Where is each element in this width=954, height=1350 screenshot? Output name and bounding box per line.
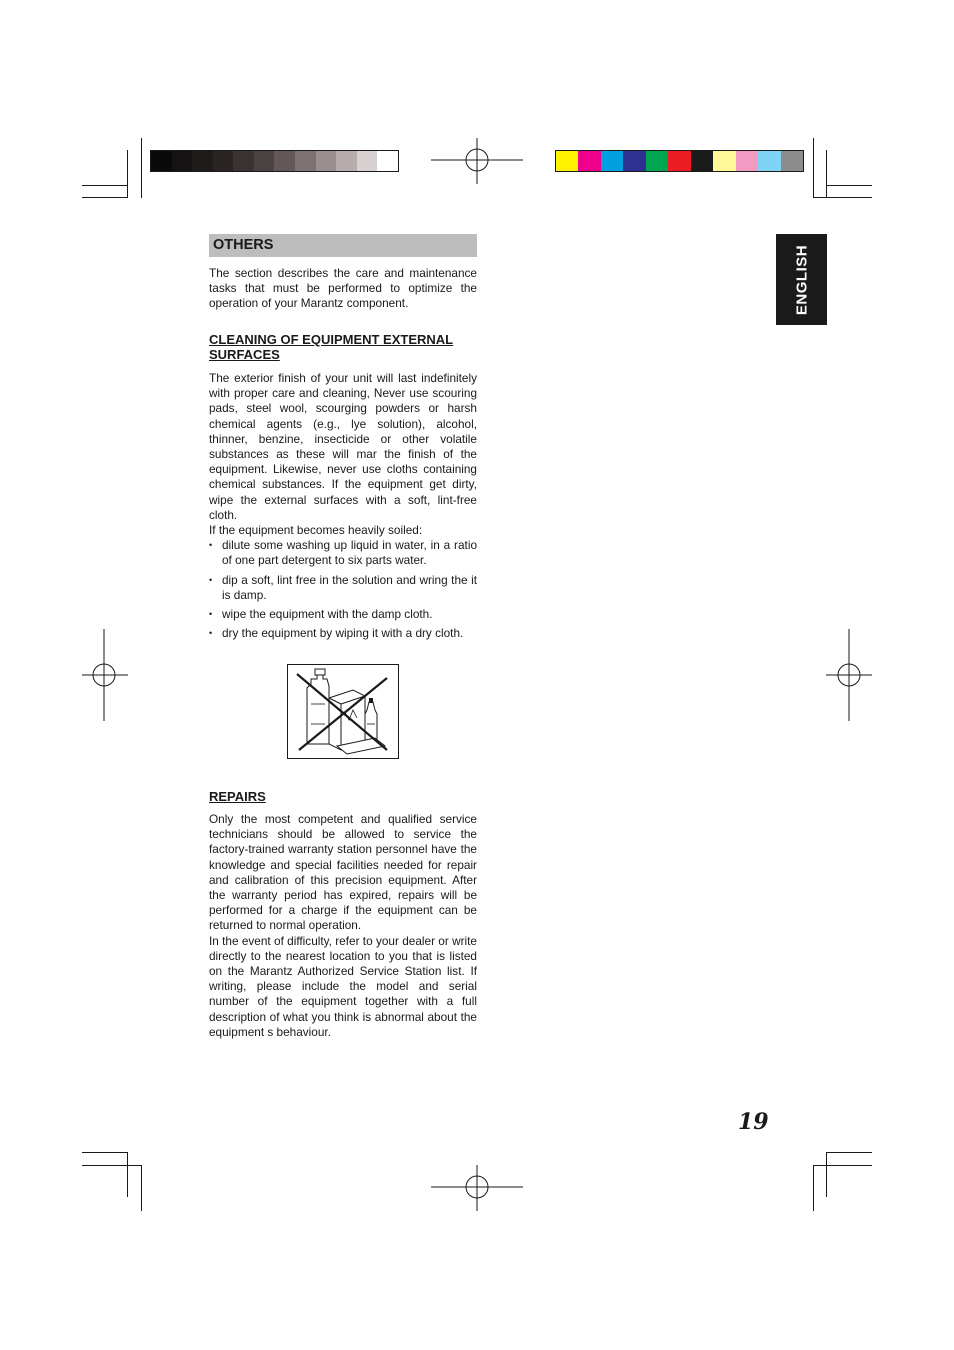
color-swatch <box>601 151 623 171</box>
repairs-body-block <box>209 812 477 1040</box>
color-swatch <box>646 151 668 171</box>
repairs-paragraph-2: In the event of difficulty, refer to your dealer or write directly to the nearest location to you that is listed on the Marantz Authorized Service Station list. If writing, please include the model and serial number of the equipment together with a full description of what you think is abnormal about the equipment s behaviour. <box>209 933 477 1039</box>
color-swatch <box>254 151 275 171</box>
language-tab-label: ENGLISH <box>793 244 810 315</box>
cleaning-soiled-intro: If the equipment becomes heavily soiled: <box>209 523 423 538</box>
registration-target-bottom-icon <box>431 1165 523 1211</box>
color-swatch <box>578 151 600 171</box>
color-swatch <box>758 151 780 171</box>
color-swatch <box>233 151 254 171</box>
color-swatch <box>192 151 213 171</box>
color-swatch <box>623 151 645 171</box>
list-item: • wipe the equipment with the damp cloth. <box>209 607 477 622</box>
color-swatch <box>357 151 378 171</box>
color-calibration-strip <box>555 150 804 172</box>
color-swatch <box>781 151 803 171</box>
no-chemicals-icon <box>287 664 399 759</box>
list-item: • dip a soft, lint free in the solution and wring the it is damp. <box>209 573 477 603</box>
color-swatch <box>295 151 316 171</box>
section-header-others <box>209 234 477 257</box>
list-item: • dilute some washing up liquid in water, in a ratio of one part detergent to six parts water. <box>209 538 477 568</box>
section-title: OTHERS <box>213 237 274 253</box>
repairs-heading: REPAIRS <box>209 789 266 804</box>
others-intro: The section describes the care and maintenance tasks that must be performed to optimize the operation of your Marantz component. <box>209 266 477 311</box>
color-swatch <box>336 151 357 171</box>
cleaning-heading <box>209 332 477 362</box>
color-swatch <box>713 151 735 171</box>
language-tab <box>776 234 827 325</box>
color-swatch <box>668 151 690 171</box>
color-swatch <box>377 151 398 171</box>
grayscale-calibration-strip <box>150 150 399 172</box>
color-swatch <box>172 151 193 171</box>
cleaning-heading-line1: CLEANING OF EQUIPMENT EXTERNAL <box>209 332 454 347</box>
repairs-paragraph-1: Only the most competent and qualified service technicians should be allowed to service the factory-trained warranty station personnel have the knowledge and special facilities needed for repair and calibration of this precision equipment. After the warranty period has expired, repairs will be performed for a charge if the equipment can be returned to normal operation. <box>209 812 477 933</box>
others-intro-block <box>209 266 477 312</box>
color-swatch <box>691 151 713 171</box>
registration-target-left-icon <box>82 629 128 721</box>
list-item: • dry the equipment by wiping it with a dry cloth. <box>209 626 477 641</box>
cleaning-body: The exterior finish of your unit will last indefinitely with proper care and cleaning, Never use scouring pads, steel wool, scourging powders or harsh chemical agents (e.g., lye solution), alcohol, thinner, benzine, insecticide or other volatile substances as these will mar the finish of the equipment. Likewise, never use cloths containing chemical substances. If the equipment get dirty, wipe the external surfaces with a soft, lint-free cloth. <box>209 371 477 522</box>
color-swatch <box>316 151 337 171</box>
registration-target-top-icon <box>431 138 523 184</box>
color-swatch <box>736 151 758 171</box>
color-swatch <box>274 151 295 171</box>
page-number: 19 <box>738 1109 769 1135</box>
color-swatch <box>151 151 172 171</box>
cleaning-heading-line2: SURFACES <box>209 347 280 362</box>
cleaning-body-block <box>209 371 477 645</box>
color-swatch <box>213 151 234 171</box>
cleaning-steps-list <box>209 538 477 641</box>
registration-target-right-icon <box>826 629 872 721</box>
color-swatch <box>556 151 578 171</box>
